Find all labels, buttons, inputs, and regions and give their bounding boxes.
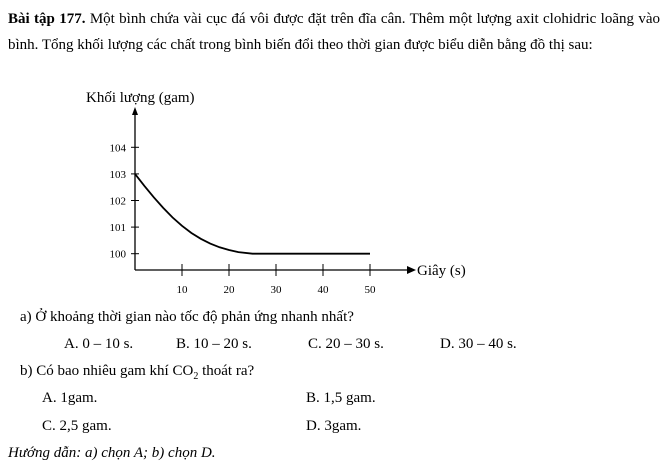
y-tick-label: 102 bbox=[109, 195, 126, 208]
answer-hint: Hướng dẫn: a) chọn A; b) chọn D. bbox=[8, 445, 216, 461]
y-tick-label: 103 bbox=[109, 168, 126, 181]
question-b-option-d: D. 3gam. bbox=[306, 418, 362, 434]
question-b-stem-before: b) Có bao nhiêu gam khí CO bbox=[20, 363, 194, 379]
question-b-option-b: B. 1,5 gam. bbox=[306, 390, 376, 406]
question-b-stem-after: thoát ra? bbox=[198, 363, 255, 379]
problem-label: Bài tập 177. bbox=[8, 11, 86, 27]
problem-text: Một bình chứa vài cục đá vôi được đặt trên đĩa cân. Thêm một lượng axit clohidric loãng vào bình. Tổng khối lượng các chất trong bình biến đổi theo thời gian được biểu diễn bằng đồ thị sau: bbox=[8, 11, 660, 53]
x-tick-label: 50 bbox=[364, 284, 376, 296]
y-tick-label: 104 bbox=[109, 142, 126, 155]
question-a-option-d: D. 30 – 40 s. bbox=[440, 336, 517, 352]
x-tick-label: 30 bbox=[270, 284, 282, 296]
question-b-option-c: C. 2,5 gam. bbox=[42, 418, 112, 434]
question-b-stem bbox=[20, 361, 254, 381]
y-axis-arrow bbox=[132, 107, 138, 115]
mass-time-chart bbox=[80, 82, 480, 304]
y-tick-label: 101 bbox=[109, 222, 126, 235]
x-axis-arrow bbox=[407, 266, 416, 274]
problem-statement bbox=[8, 6, 660, 58]
x-tick-label: 10 bbox=[176, 284, 188, 296]
question-a-stem: a) Ở khoảng thời gian nào tốc độ phản ứng nhanh nhất? bbox=[20, 309, 354, 325]
question-b-stem-sub: 2 bbox=[193, 371, 199, 382]
question-b-option-a: A. 1gam. bbox=[42, 390, 98, 406]
y-tick-label: 100 bbox=[109, 248, 126, 261]
x-tick-label: 20 bbox=[223, 284, 235, 296]
question-a-option-b: B. 10 – 20 s. bbox=[176, 336, 252, 352]
series-line bbox=[135, 174, 370, 254]
x-tick-label: 40 bbox=[317, 284, 329, 296]
question-a-option-a: A. 0 – 10 s. bbox=[64, 336, 134, 352]
question-a-option-c: C. 20 – 30 s. bbox=[308, 336, 384, 352]
x-axis-label: Giây (s) bbox=[417, 263, 466, 279]
y-axis-label: Khối lượng (gam) bbox=[86, 90, 195, 106]
